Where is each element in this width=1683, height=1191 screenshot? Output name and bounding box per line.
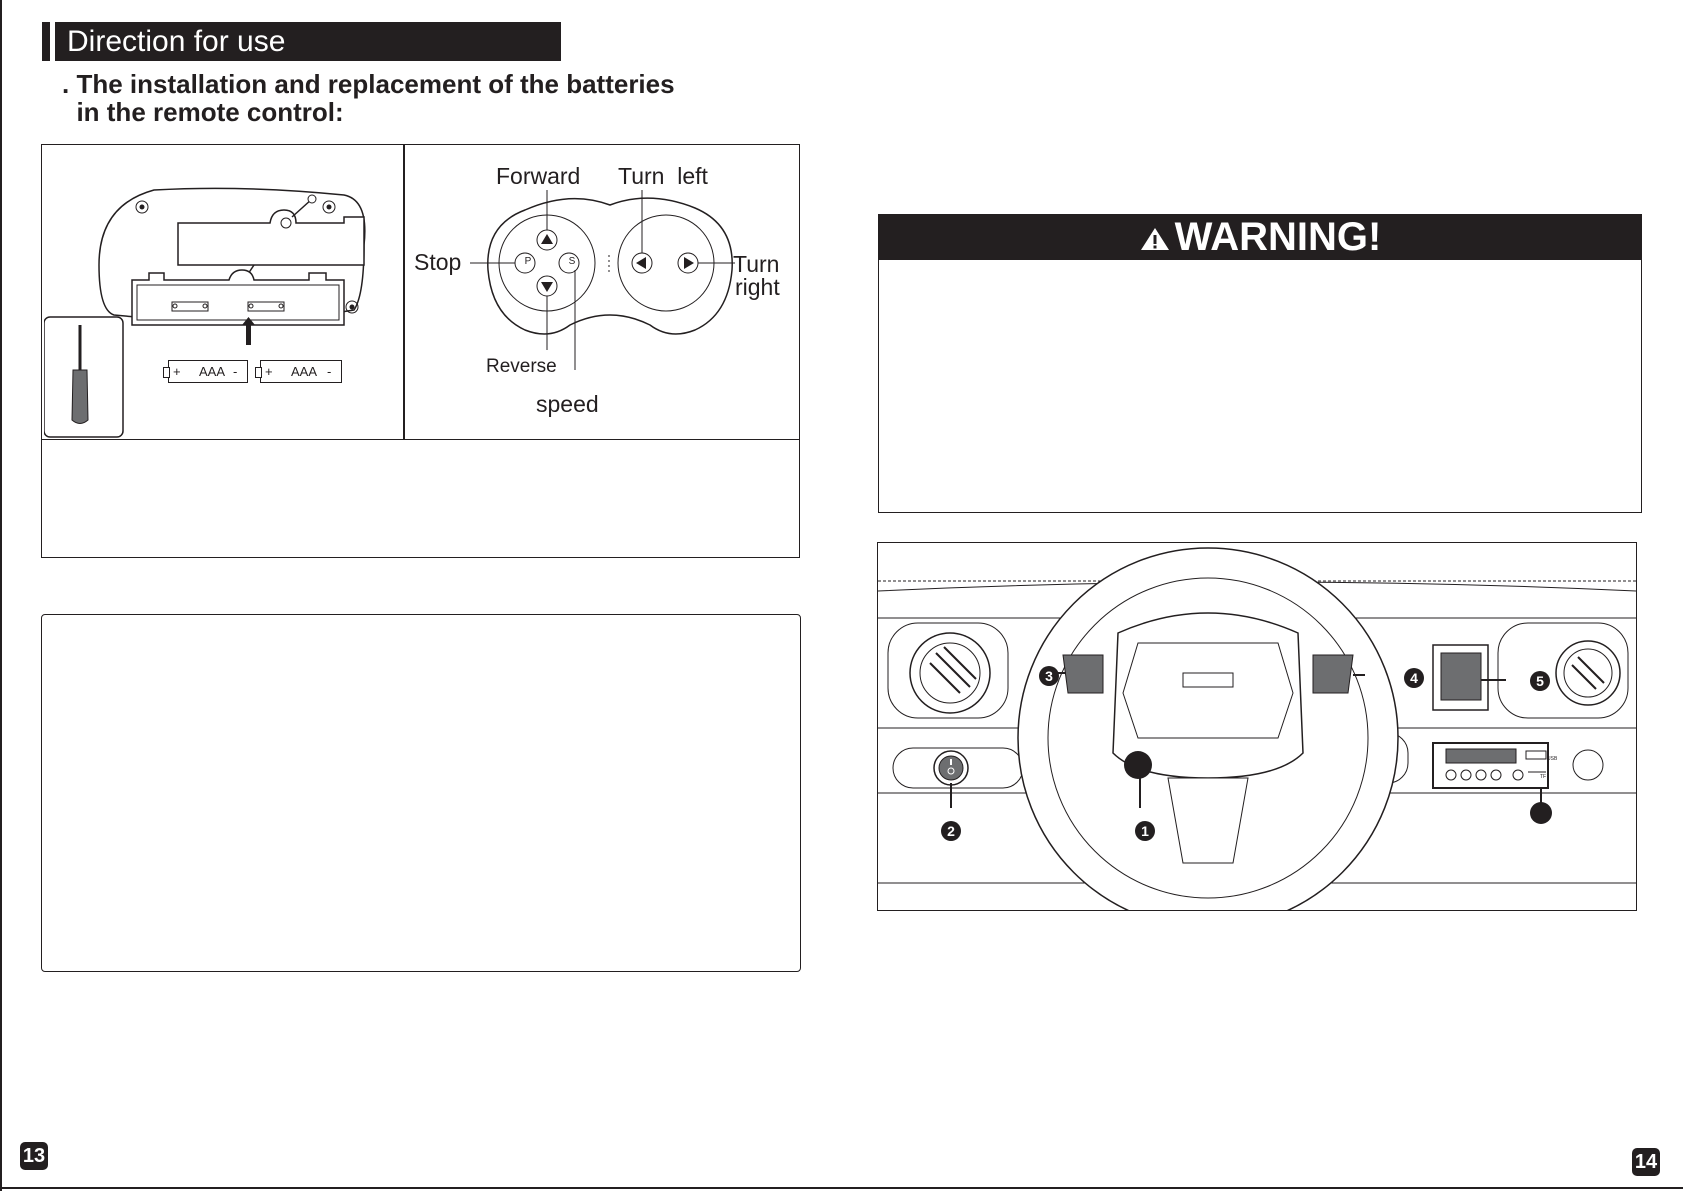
battery-heading: . The installation and replacement of the batteries in the remote control: [62,69,675,127]
battery-aaa-1 [168,360,248,383]
battery-plus-2: + [265,364,273,379]
page-number-right: 14 [1632,1148,1660,1176]
callout-5: 5 [1530,671,1550,691]
remote-control-illustration [470,190,750,370]
label-speed: speed [536,391,599,417]
battery-instructions-box [41,439,800,558]
label-forward: Forward [496,163,581,189]
battery-label-1: AAA [199,364,226,379]
battery-compartment-illustration [44,185,400,438]
label-turn: Turn [733,251,780,277]
label-turn-left: Turn left [618,163,708,189]
figure-divider [403,144,405,440]
callout-3: 3 [1039,666,1059,686]
battery-label-2: AAA [291,364,318,379]
usb-port-label: USB [1547,756,1558,762]
stop-button-letter: P [524,256,532,267]
section-title: Direction for use [67,25,286,58]
instructions-text-box [41,614,801,972]
callout-2: 2 [941,821,961,841]
label-stop: Stop [414,249,462,275]
warning-triangle-icon [1139,226,1171,252]
label-right: right [735,274,780,300]
battery-aaa-2 [260,360,342,383]
dashboard-illustration [878,543,1636,910]
page-bottom-rule [0,1187,1683,1189]
warning-title: WARNING! [1174,215,1382,259]
callout-1: 1 [1135,821,1155,841]
page-left-rule [0,0,2,1191]
battery-plus-1: + [173,364,181,379]
dashboard-figure-box [877,542,1637,911]
tf-slot-label: TF [1540,774,1547,780]
callout-4: 4 [1404,668,1424,688]
label-reverse: Reverse [486,356,557,377]
warning-box [878,259,1642,513]
section-title-bar [42,22,561,61]
warning-header [878,214,1642,259]
page-number-left: 13 [20,1142,48,1170]
speed-button-letter: S [568,256,576,267]
battery-minus-2: - [327,364,332,379]
battery-minus-1: - [233,364,238,379]
title-bar-accent [42,22,50,61]
